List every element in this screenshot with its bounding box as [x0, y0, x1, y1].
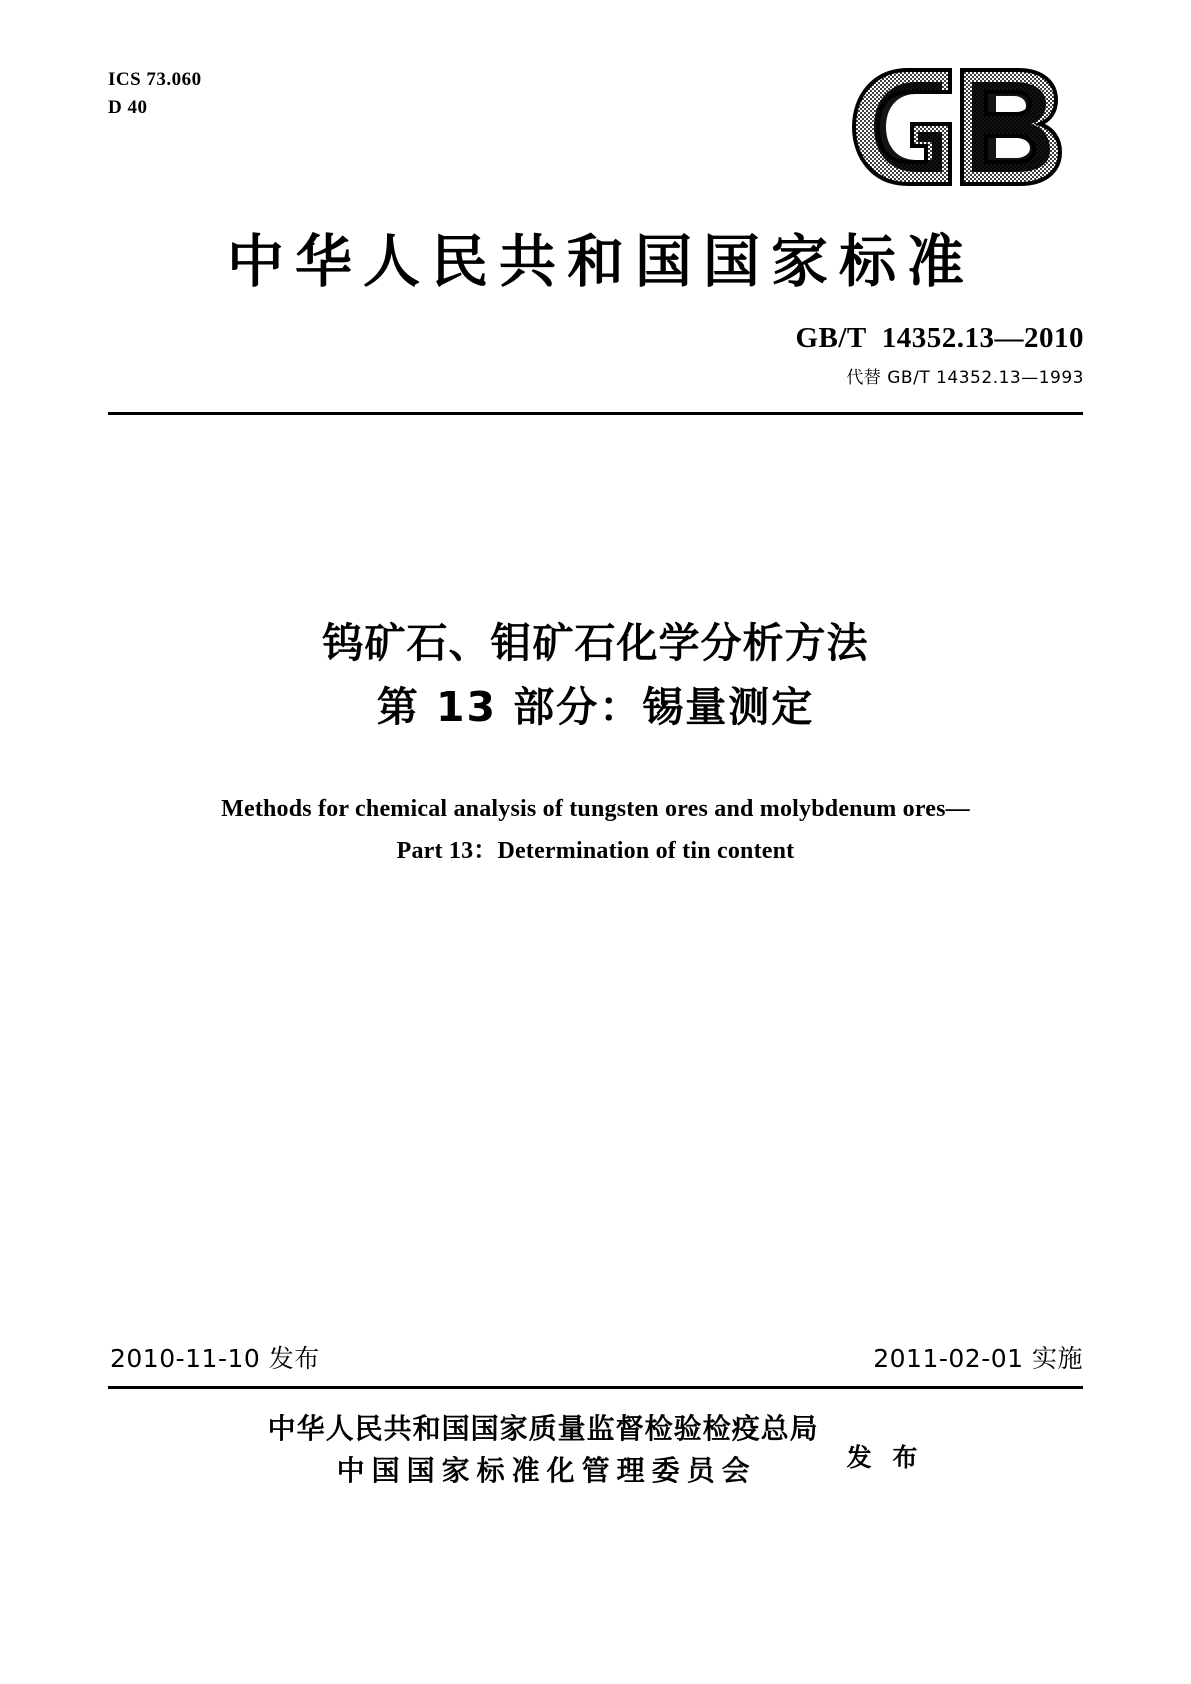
implement-date: 2011-02-01 实施 [873, 1344, 1083, 1373]
issuer-line1: 中华人民共和国国家质量监督检验检疫总局 [267, 1412, 819, 1445]
document-title-cn-line1: 钨矿石、钼矿石化学分析方法 [322, 619, 869, 667]
document-title-cn [0, 612, 1191, 739]
classification-block [108, 66, 202, 121]
standard-number: GB/T 14352.13—2010 [795, 322, 1084, 354]
document-title-en-line2: Part 13：Determination of tin content [396, 838, 795, 864]
page-title: 中华人民共和国国家标准 [227, 229, 975, 295]
issuer-names [268, 1408, 819, 1492]
document-title-en-line1: Methods for chemical analysis of tungsten ores and molybdenum ores— [221, 796, 970, 822]
document-title-cn-line2: 第 13 部分：锡量测定 [376, 682, 815, 731]
ics-code: ICS 73.060 [108, 69, 202, 90]
publish-label: 发 布 [846, 1443, 924, 1472]
gb-emblem-icon [846, 62, 1086, 192]
ccs-code: D 40 [108, 96, 148, 118]
divider-top [108, 412, 1083, 415]
divider-bottom [108, 1386, 1083, 1389]
issuer-line2: 中国国家标准化管理委员会 [336, 1454, 757, 1487]
standard-number-block [795, 322, 1084, 388]
standard-replaces: 代替 GB/T 14352.13—1993 [846, 368, 1084, 388]
document-title-en [0, 788, 1191, 872]
issue-date: 2010-11-10 发布 [110, 1344, 320, 1373]
issuer-block [0, 1408, 1191, 1492]
